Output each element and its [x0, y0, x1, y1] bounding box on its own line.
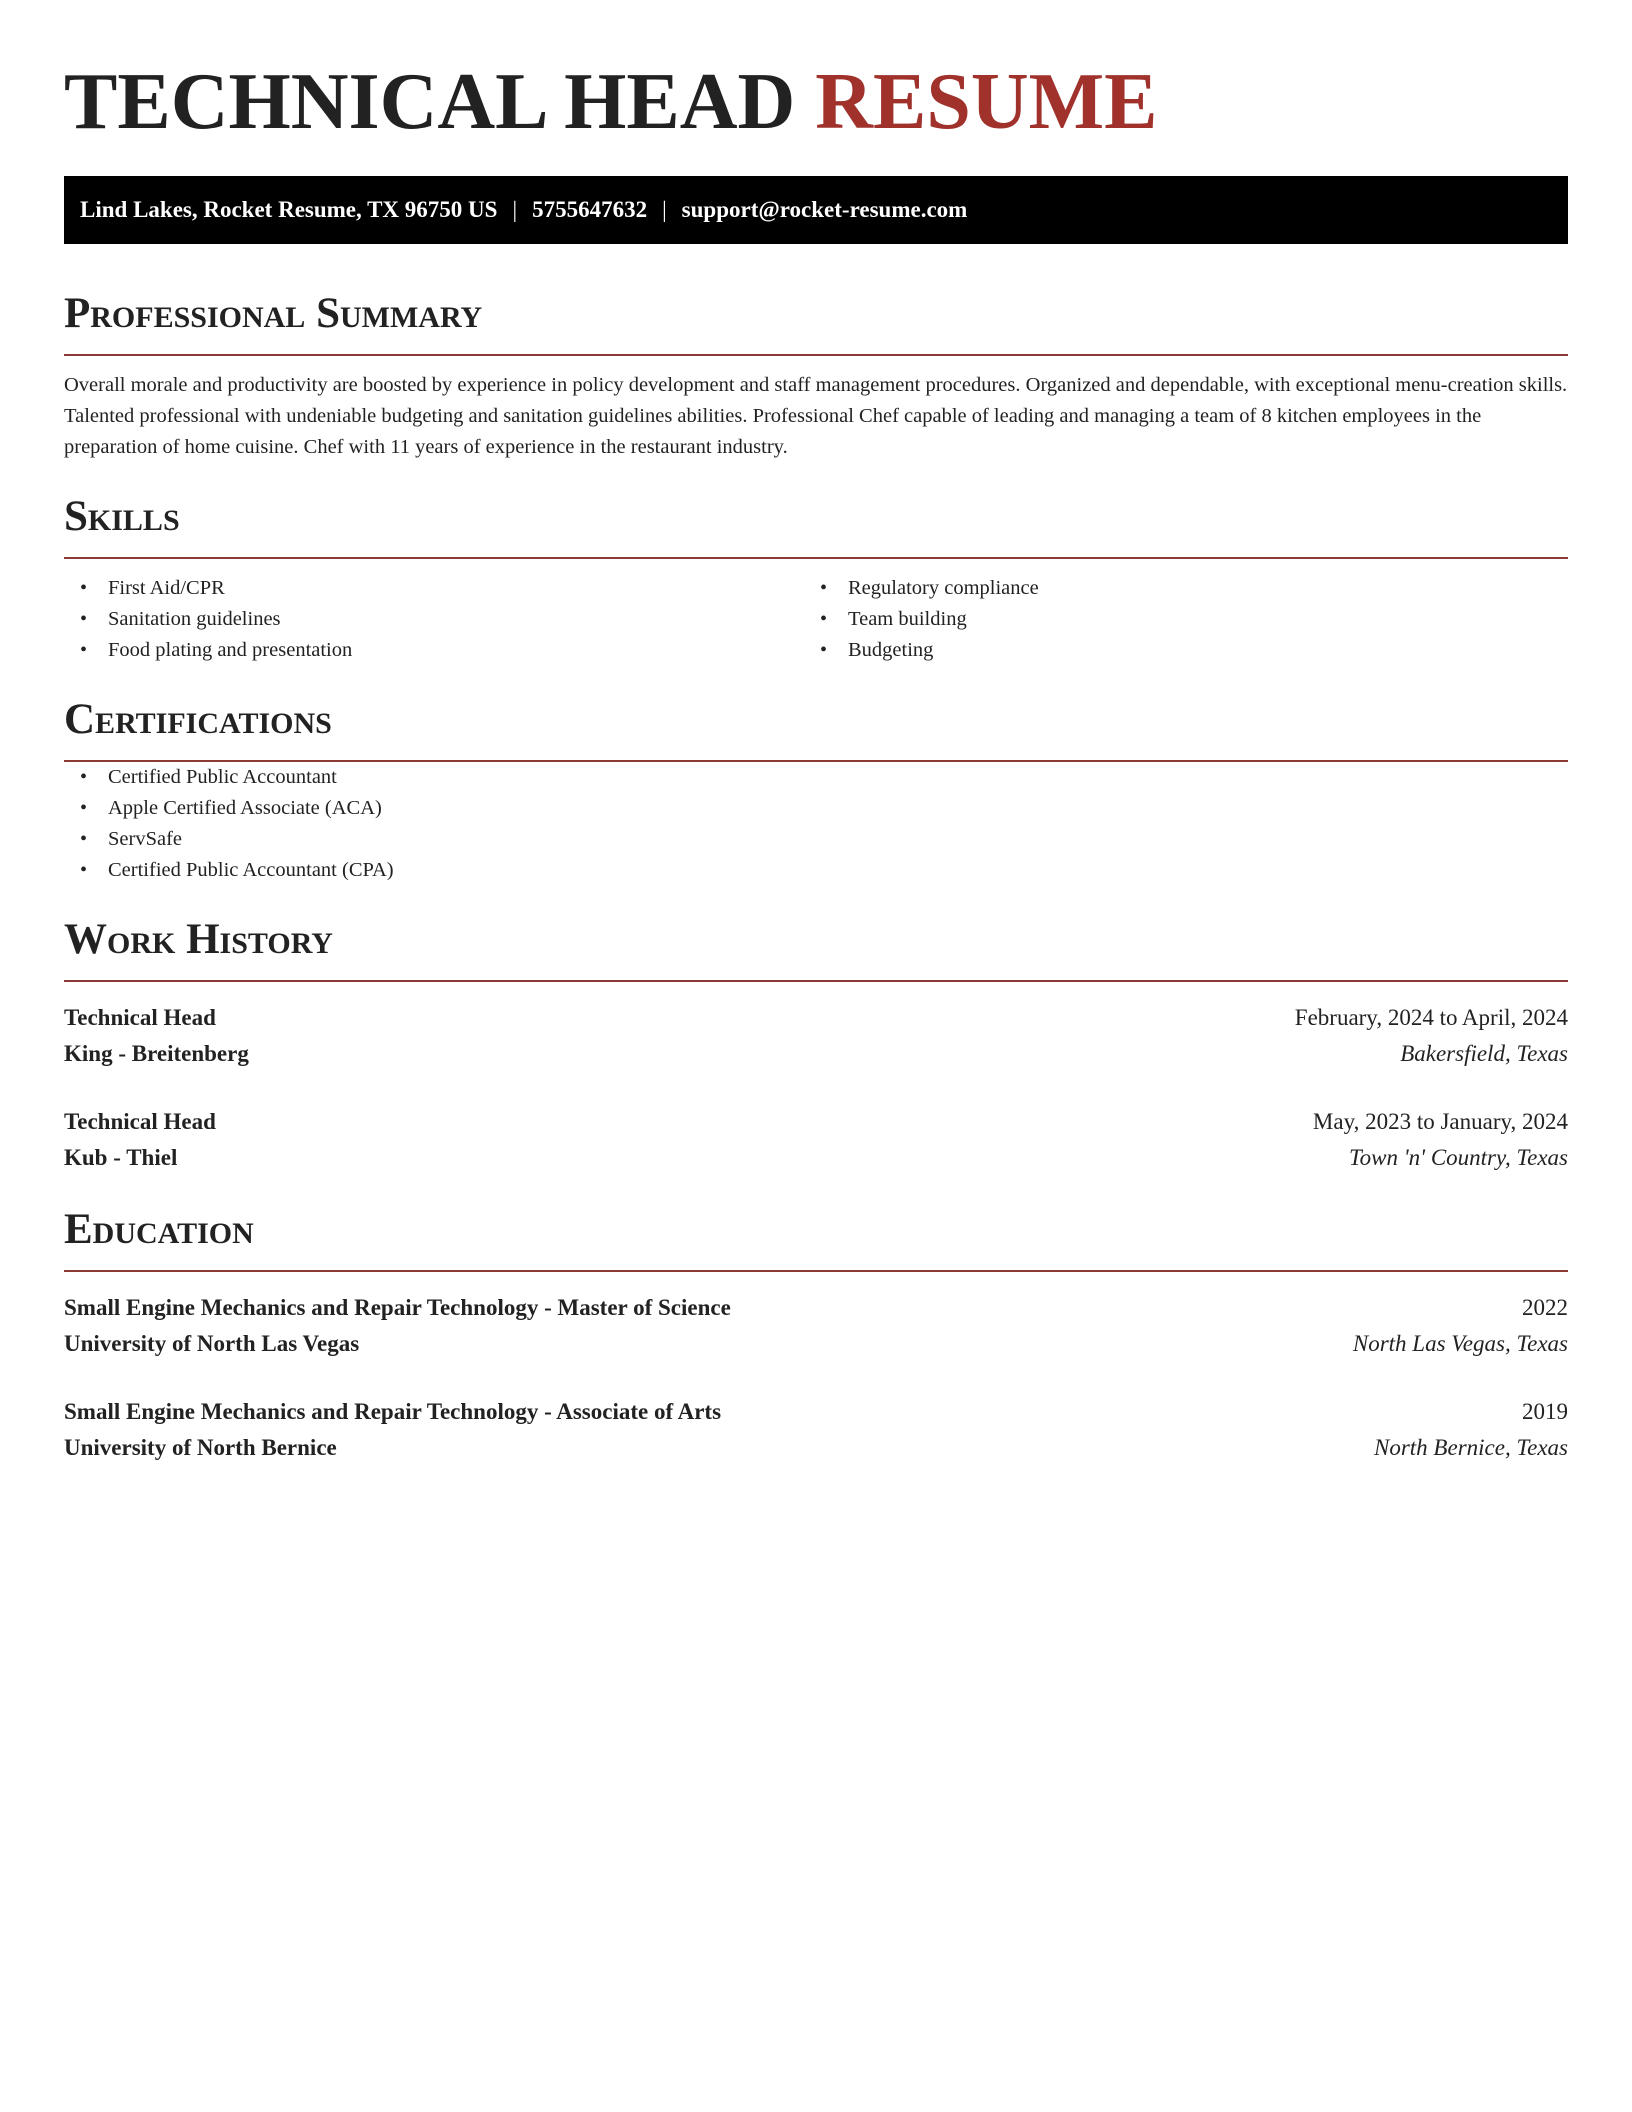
title-accent: RESUME	[815, 58, 1158, 146]
skill-item: • Regulatory compliance	[804, 573, 1544, 604]
certification-item: • ServSafe	[64, 824, 1568, 855]
degree-name: Small Engine Mechanics and Repair Technology - Master of Science	[64, 1295, 731, 1320]
company-name: Kub - Thiel	[64, 1145, 178, 1170]
skills-grid	[64, 573, 1568, 666]
education-entry	[64, 1394, 1568, 1466]
summary-heading: Professional Summary	[64, 290, 483, 337]
skills-list-left	[64, 573, 804, 666]
skill-item: • Budgeting	[804, 635, 1544, 666]
title-main: TECHNICAL HEAD	[64, 58, 796, 146]
education-heading: Education	[64, 1206, 254, 1253]
work-entry	[64, 1104, 1568, 1176]
resume-title	[64, 52, 1568, 152]
section-divider	[64, 1270, 1568, 1272]
certifications-heading: Certifications	[64, 696, 332, 743]
job-location: Bakersfield, Texas	[1400, 1041, 1568, 1066]
summary-text: Overall morale and productivity are boosted by experience in policy development and staff management procedures. Organized and dependable, with exceptional menu-creation skills. Talented professional with undeniable budgeting and sanitation guidelines abilities. Professional Chef capable of leading and managing a team of 8 kitchen employees in the preparation of home cuisine. Chef with 11 years of experience in the restaurant industry.	[64, 374, 1568, 458]
contact-separator: |	[512, 197, 518, 222]
education-section	[64, 1204, 1568, 1466]
section-divider	[64, 557, 1568, 559]
job-title: Technical Head	[64, 1109, 216, 1134]
work-history-section	[64, 914, 1568, 1176]
school-name: University of North Las Vegas	[64, 1331, 360, 1356]
graduation-year: 2019	[1522, 1399, 1568, 1424]
contact-bar	[64, 176, 1568, 244]
skill-item: • Team building	[804, 604, 1544, 635]
section-divider	[64, 354, 1568, 356]
contact-email: support@rocket-resume.com	[681, 197, 968, 222]
job-dates: February, 2024 to April, 2024	[1294, 1005, 1568, 1030]
school-location: North Las Vegas, Texas	[1352, 1331, 1568, 1356]
skill-item: • Sanitation guidelines	[64, 604, 804, 635]
school-location: North Bernice, Texas	[1374, 1435, 1568, 1460]
degree-name: Small Engine Mechanics and Repair Technology - Associate of Arts	[64, 1399, 722, 1424]
education-entry	[64, 1290, 1568, 1362]
job-dates: May, 2023 to January, 2024	[1312, 1109, 1568, 1134]
certification-item: • Certified Public Accountant	[64, 762, 1568, 793]
skills-list-right	[804, 573, 1544, 666]
work-history-heading: Work History	[64, 916, 333, 963]
skill-item: • First Aid/CPR	[64, 573, 804, 604]
graduation-year: 2022	[1522, 1295, 1568, 1320]
skills-heading: Skills	[64, 493, 180, 540]
contact-phone: 5755647632	[532, 197, 648, 222]
skills-section	[64, 491, 1568, 666]
certifications-list	[64, 762, 1568, 886]
company-name: King - Breitenberg	[64, 1041, 249, 1066]
certification-item: • Certified Public Accountant (CPA)	[64, 855, 1568, 886]
job-location: Town 'n' Country, Texas	[1348, 1145, 1568, 1170]
certification-item: • Apple Certified Associate (ACA)	[64, 793, 1568, 824]
certifications-section	[64, 694, 1568, 886]
contact-address: Lind Lakes, Rocket Resume, TX 96750 US	[80, 197, 498, 222]
section-divider	[64, 980, 1568, 982]
contact-separator: |	[662, 197, 667, 222]
job-title: Technical Head	[64, 1005, 216, 1030]
school-name: University of North Bernice	[64, 1435, 337, 1460]
skill-item: • Food plating and presentation	[64, 635, 804, 666]
work-entry	[64, 1000, 1568, 1072]
summary-section	[64, 288, 1568, 463]
